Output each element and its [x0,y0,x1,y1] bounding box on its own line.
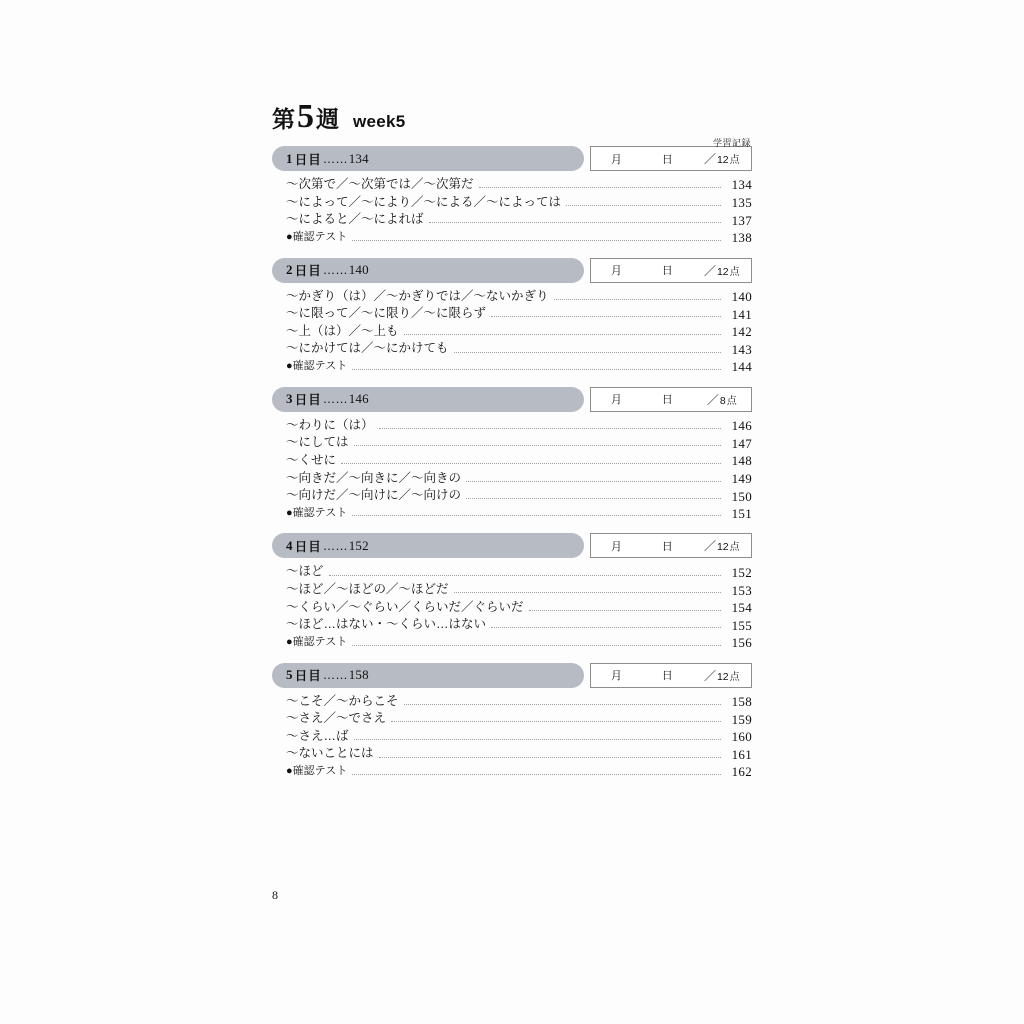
page-title [272,100,339,134]
leader-dots [352,644,721,646]
entry-label: 〜ないことには [286,746,374,761]
grammar-entry[interactable] [286,419,752,433]
record-day-cell[interactable]: 日 [661,265,673,278]
study-record-label: 学習記録 [712,138,751,148]
confirmation-test-entry[interactable] [286,636,752,650]
grammar-entry[interactable] [286,307,752,321]
day-dots: …… [322,668,348,683]
grammar-entry[interactable] [286,290,752,304]
entry-page-number: 148 [731,453,752,469]
record-month-cell[interactable]: 月 [610,394,622,407]
entry-label: ●確認テスト [286,360,348,373]
entry-list [272,178,752,245]
leader-dots [354,738,721,740]
day-word: 日目 [294,539,322,554]
day-heading[interactable] [272,146,584,171]
entry-label: ●確認テスト [286,506,348,519]
record-month-cell[interactable]: 月 [610,540,622,553]
entry-label: 〜向けだ／〜向けに／〜向けの [286,488,462,503]
entry-page-number: 162 [731,764,752,780]
entry-page-number: 143 [731,341,752,357]
day-block [272,387,752,521]
entry-page-number: 155 [731,617,752,633]
entry-label: 〜くらい／〜ぐらい／くらいだ／ぐらいだ [286,599,524,614]
entry-page-number: 152 [731,564,752,580]
entry-page-number: 159 [731,711,752,727]
day-word: 日目 [294,264,322,279]
record-score-unit: 点 [729,155,740,166]
entry-list [272,565,752,649]
day-dots: …… [322,392,348,407]
record-month-cell[interactable]: 月 [610,153,622,166]
day-blocks [272,146,752,779]
day-block [272,663,752,779]
record-score-slash: ／ [706,392,719,407]
entry-label: 〜にかけては／〜にかけても [286,341,449,356]
grammar-entry[interactable] [286,712,752,726]
week-prefix: 第 [272,107,295,132]
study-record-box[interactable] [590,387,752,412]
day-number: 3 [286,391,293,407]
day-word: 日目 [294,669,322,684]
grammar-entry[interactable] [286,454,752,468]
entry-label: 〜くせに [286,452,337,467]
entry-page-number: 144 [731,359,752,375]
grammar-entry[interactable] [286,342,752,356]
day-bar-row [272,387,752,412]
record-score-cell[interactable] [693,391,751,408]
entry-page-number: 137 [731,212,752,228]
day-block [272,533,752,649]
record-score-slash: ／ [703,263,716,278]
leader-dots [554,298,721,300]
week-number: 5 [297,98,314,135]
record-score-slash: ／ [703,152,716,166]
leader-dots [404,333,721,335]
entry-label: 〜こそ／〜からこそ [286,693,399,708]
entry-page-number: 138 [731,229,752,245]
day-number: 5 [286,667,293,683]
entry-label: 〜さえ／〜でさえ [286,711,387,726]
leader-dots [466,497,721,499]
day-number: 1 [286,150,293,166]
entry-page-number: 141 [731,306,752,322]
day-page-number: 140 [348,262,369,278]
day-number: 2 [286,262,293,278]
grammar-entry[interactable] [286,583,752,597]
leader-dots [391,720,721,722]
grammar-entry[interactable] [286,601,752,615]
leader-dots [329,574,721,576]
grammar-entry[interactable] [286,196,752,210]
week-suffix: 週 [316,107,339,132]
grammar-entry[interactable] [286,565,752,579]
study-record-box[interactable] [590,258,752,283]
record-score-slash: ／ [703,539,716,554]
study-record-box[interactable] [590,146,752,171]
grammar-entry[interactable] [286,489,752,503]
entry-page-number: 156 [731,634,752,650]
entry-page-number: 147 [731,435,752,451]
entry-page-number: 146 [731,418,752,434]
confirmation-test-entry[interactable] [286,360,752,374]
entry-list [272,290,752,374]
entry-label: 〜にしては [286,435,349,450]
record-score-slash: ／ [703,668,716,683]
table-of-contents [272,100,752,792]
week-label-en: week5 [353,112,406,131]
record-score-total: 8 [719,394,726,407]
entry-label: 〜ほど…はない・〜くらい…はない [286,617,487,632]
leader-dots [491,315,721,317]
day-page-number: 152 [348,537,369,553]
record-month-cell[interactable]: 月 [610,670,622,683]
grammar-entry[interactable] [286,695,752,709]
grammar-entry[interactable] [286,472,752,486]
leader-dots [491,626,721,628]
entry-page-number: 142 [731,324,752,340]
day-heading[interactable] [272,663,584,688]
entry-page-number: 151 [731,505,752,521]
leader-dots [454,591,721,593]
study-record-box[interactable] [590,533,752,558]
record-score-cell[interactable] [693,150,751,167]
day-dots: …… [322,263,348,278]
page-number: 8 [272,888,278,902]
entry-list [272,419,752,521]
entry-page-number: 135 [731,195,752,211]
entry-label: 〜わりに（は） [286,417,374,432]
day-page-number: 146 [348,391,369,407]
entry-label: 〜によって／〜により／〜による／〜によっては [286,194,562,209]
entry-page-number: 158 [731,694,752,710]
entry-label: 〜上（は）／〜上も [286,323,399,338]
day-block [272,258,752,374]
entry-label: ●確認テスト [286,230,348,243]
day-page-number: 158 [348,667,369,683]
entry-page-number: 134 [731,177,752,193]
day-dots: …… [322,538,348,553]
grammar-entry[interactable] [286,178,752,192]
leader-dots [379,427,721,429]
grammar-entry[interactable] [286,730,752,744]
confirmation-test-entry[interactable] [286,507,752,521]
entry-label: ●確認テスト [286,636,348,649]
grammar-entry[interactable] [286,747,752,761]
record-score-total: 12 [716,265,729,278]
study-record-box[interactable] [590,663,752,688]
day-heading[interactable] [272,387,584,412]
entry-page-number: 140 [731,289,752,304]
leader-dots [529,609,721,611]
leader-dots [429,221,721,223]
day-heading[interactable] [272,258,584,283]
leader-dots [454,351,721,353]
record-score-total: 12 [716,670,729,683]
leader-dots [566,204,721,206]
day-word: 日目 [294,152,322,167]
entry-label: ●確認テスト [286,765,348,778]
grammar-entry[interactable] [286,325,752,339]
entry-label: 〜向きだ／〜向きに／〜向きの [286,470,462,485]
day-bar-row [272,146,752,171]
day-word: 日目 [294,393,322,408]
record-score-unit: 点 [726,395,737,407]
grammar-entry[interactable] [286,436,752,450]
entry-page-number: 150 [731,488,752,504]
record-day-cell[interactable]: 日 [661,540,673,553]
entry-page-number: 154 [731,600,752,616]
leader-dots [479,186,721,188]
leader-dots [466,480,721,482]
entry-label: 〜ほど／〜ほどの／〜ほどだ [286,582,449,597]
leader-dots [352,514,721,516]
record-score-unit: 点 [729,671,740,683]
entry-list [272,695,752,779]
day-bar-row [272,258,752,283]
entry-label: 〜さえ…ば [286,728,349,743]
entry-page-number: 149 [731,471,752,487]
confirmation-test-entry[interactable] [286,765,752,779]
entry-page-number: 153 [731,582,752,598]
record-score-unit: 点 [729,266,740,278]
record-day-cell[interactable]: 日 [661,153,673,166]
record-score-cell[interactable] [693,262,751,279]
leader-dots [352,773,721,775]
entry-label: 〜によると／〜によれば [286,212,424,227]
grammar-entry[interactable] [286,618,752,632]
record-score-total: 12 [716,541,729,554]
leader-dots [354,444,721,446]
leader-dots [341,462,721,464]
day-heading[interactable] [272,533,584,558]
day-dots: …… [322,151,348,166]
record-score-cell[interactable] [693,537,751,554]
leader-dots [352,368,721,370]
confirmation-test-entry[interactable] [286,231,752,245]
record-score-unit: 点 [729,542,740,554]
entry-page-number: 161 [731,746,752,762]
day-number: 4 [286,537,293,553]
record-score-total: 12 [716,154,729,166]
record-score-cell[interactable] [693,667,751,684]
record-day-cell[interactable]: 日 [661,394,673,407]
grammar-entry[interactable] [286,213,752,227]
week-header [272,100,752,134]
entry-label: 〜に限って／〜に限り／〜に限らず [286,306,487,321]
entry-label: 〜次第で／〜次第では／〜次第だ [286,177,474,191]
day-block [272,146,752,245]
record-month-cell[interactable]: 月 [610,265,622,278]
day-bar-row [272,663,752,688]
entry-label: 〜ほど [286,564,324,579]
entry-label: 〜かぎり（は）／〜かぎりでは／〜ないかぎり [286,288,549,303]
leader-dots [379,756,721,758]
record-day-cell[interactable]: 日 [661,670,673,683]
day-page-number: 134 [348,150,369,166]
day-bar-row [272,533,752,558]
leader-dots [404,703,721,705]
entry-page-number: 160 [731,729,752,745]
leader-dots [352,239,721,241]
